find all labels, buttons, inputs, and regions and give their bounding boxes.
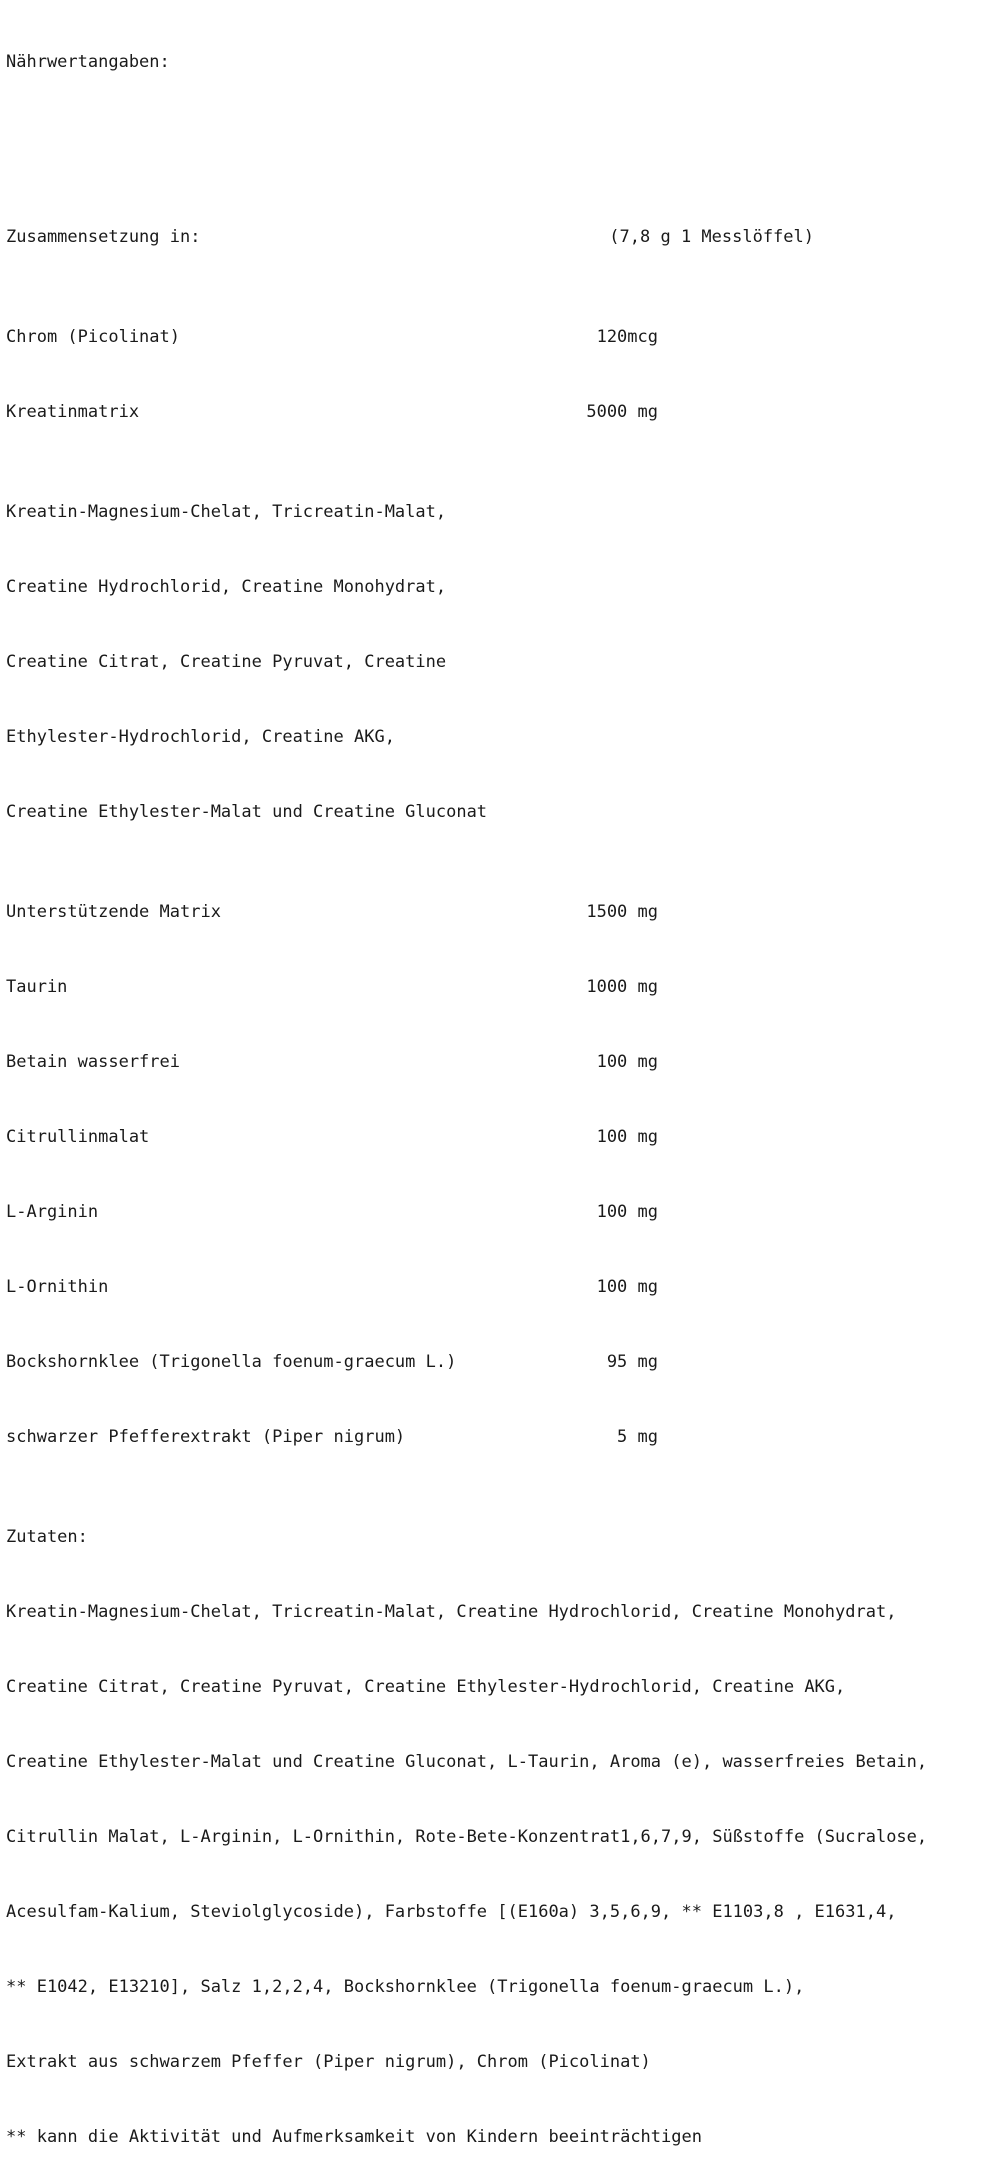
nutrient-amount: 1000 mg [586, 977, 658, 997]
ingredients-line: Creatine Ethylester-Malat und Creatine Gluconat, L-Taurin, Aroma (e), wasserfreies Betain, [6, 1752, 928, 1772]
nutrient-row [6, 1200, 996, 1225]
nutrient-row [6, 325, 996, 350]
warning-note: ** kann die Aktivität und Aufmerksamkeit von Kindern beeinträchtigen [6, 2127, 702, 2147]
nutrient-row [6, 1050, 996, 1075]
composition-label: Zusammensetzung in: [6, 227, 201, 247]
nutrient-name: Betain wasserfrei [6, 1052, 180, 1072]
nutrient-amount: 100 mg [596, 1202, 658, 1222]
composition-header-row [6, 225, 996, 250]
nutrient-row [6, 1425, 996, 1450]
nutrient-row [6, 975, 996, 1000]
nutrition-document [6, 0, 996, 2175]
nutrient-name: L-Ornithin [6, 1277, 109, 1297]
ingredients-line: ** E1042, E13210], Salz 1,2,2,4, Bockshornklee (Trigonella foenum-graecum L.), [6, 1977, 805, 1997]
nutrient-amount: 95 mg [606, 1352, 658, 1372]
ingredients-line: Kreatin-Magnesium-Chelat, Tricreatin-Malat, Creatine Hydrochlorid, Creatine Monohydrat, [6, 1602, 897, 1622]
nutrient-name: Kreatinmatrix [6, 402, 140, 422]
ingredients-line: Extrakt aus schwarzem Pfeffer (Piper nigrum), Chrom (Picolinat) [6, 2052, 651, 2072]
nutrient-name: Taurin [6, 977, 68, 997]
blank-line [6, 125, 996, 150]
nutrient-name: Bockshornklee (Trigonella foenum-graecum L.) [6, 1352, 457, 1372]
nutrient-row [6, 1275, 996, 1300]
nutrient-amount: 1500 mg [586, 902, 658, 922]
nutrient-row [6, 900, 996, 925]
ingredients-line: Creatine Citrat, Creatine Pyruvat, Creatine Ethylester-Hydrochlorid, Creatine AKG, [6, 1677, 846, 1697]
nutrition-heading: Nährwertangaben: [6, 52, 170, 72]
nutrient-name: Chrom (Picolinat) [6, 327, 180, 347]
creatine-matrix-line: Creatine Hydrochlorid, Creatine Monohydrat, [6, 577, 447, 597]
nutrient-amount: 100 mg [596, 1277, 658, 1297]
nutrient-amount: 5 mg [617, 1427, 658, 1447]
nutrient-amount: 120mcg [596, 327, 658, 347]
creatine-matrix-line: Ethylester-Hydrochlorid, Creatine AKG, [6, 727, 395, 747]
nutrient-amount: 100 mg [596, 1127, 658, 1147]
nutrient-name: schwarzer Pfefferextrakt (Piper nigrum) [6, 1427, 406, 1447]
ingredients-line: Citrullin Malat, L-Arginin, L-Ornithin, Rote-Bete-Konzentrat1,6,7,9, Süßstoffe (Sucralose, [6, 1827, 928, 1847]
creatine-matrix-line: Kreatin-Magnesium-Chelat, Tricreatin-Malat, [6, 502, 447, 522]
creatine-matrix-line: Creatine Ethylester-Malat und Creatine Gluconat [6, 802, 488, 822]
ingredients-heading: Zutaten: [6, 1527, 88, 1547]
nutrient-row [6, 1125, 996, 1150]
nutrient-amount: 100 mg [596, 1052, 658, 1072]
nutrient-name: Citrullinmalat [6, 1127, 150, 1147]
serving-size: (7,8 g 1 Messlöffel) [609, 227, 814, 247]
nutrient-row [6, 1350, 996, 1375]
nutrient-name: L-Arginin [6, 1202, 99, 1222]
nutrient-row [6, 400, 996, 425]
creatine-matrix-line: Creatine Citrat, Creatine Pyruvat, Creatine [6, 652, 447, 672]
ingredients-line: Acesulfam-Kalium, Steviolglycoside), Farbstoffe [(E160a) 3,5,6,9, ** E1103,8 , E1631,4, [6, 1902, 897, 1922]
nutrient-amount: 5000 mg [586, 402, 658, 422]
nutrient-name: Unterstützende Matrix [6, 902, 221, 922]
